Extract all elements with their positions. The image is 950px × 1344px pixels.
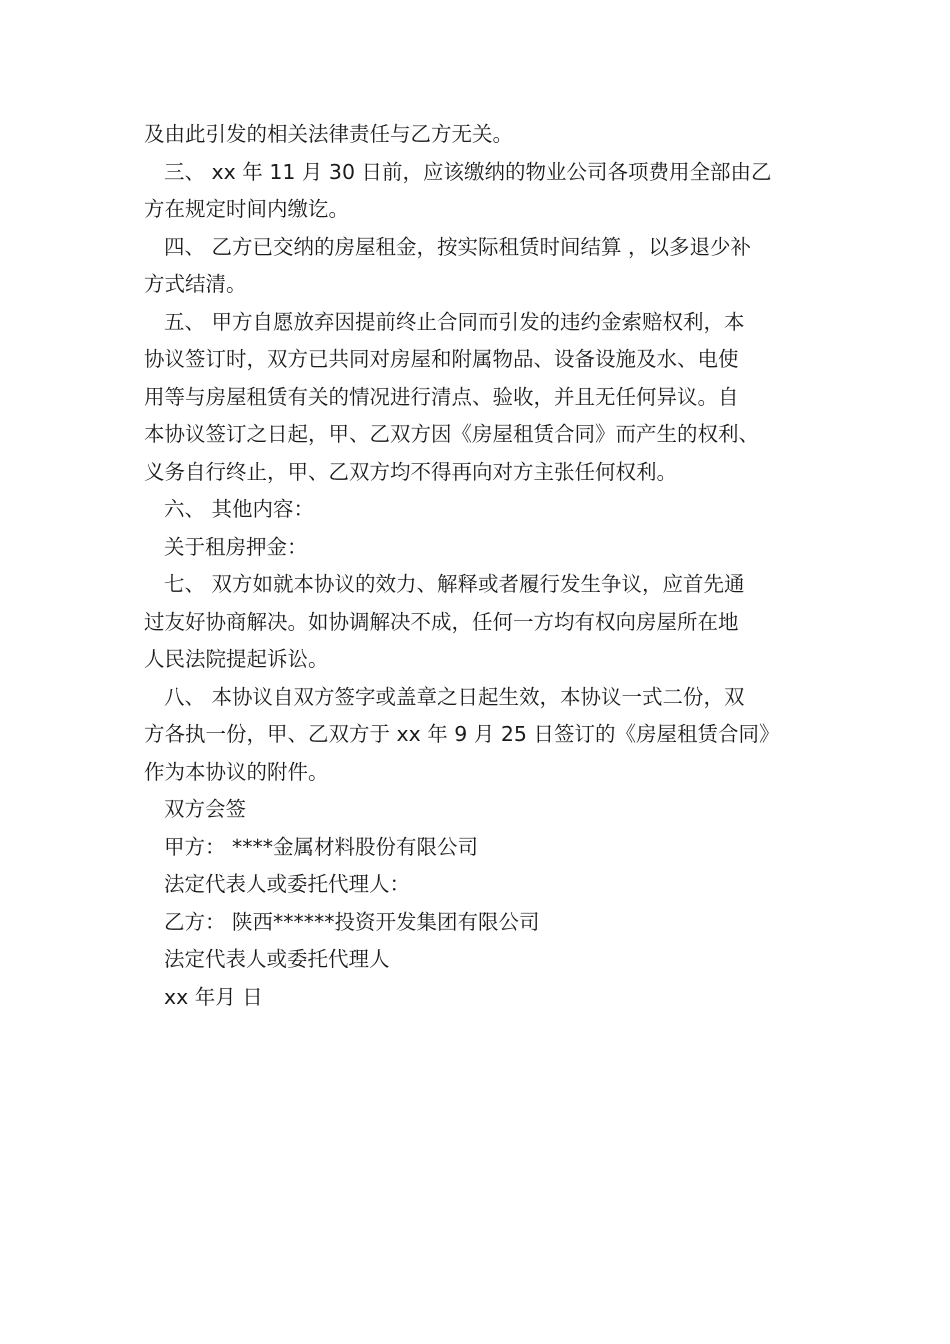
clause-6-line: 六、 其他内容： — [164, 497, 315, 521]
text-line: 过友好协商解决。如协调解决不成，任何一方均有权向房屋所在地 — [144, 609, 739, 634]
text-line: 方式结清。 — [144, 272, 247, 296]
party-b-representative-line: 法定代表人或委托代理人 — [164, 947, 390, 971]
text-line: 用等与房屋租赁有关的情况进行清点、验收，并且无任何异议。自 — [144, 384, 739, 409]
party-a-line: 甲方： ****金属材料股份有限公司 — [164, 834, 479, 859]
text-line: 方各执一份，甲、乙双方于 xx 年 9 月 25 日签订的《房屋租赁合同》 — [144, 722, 780, 746]
date-line: xx 年月 日 — [164, 984, 263, 1009]
party-a-representative-line: 法定代表人或委托代理人： — [164, 872, 410, 896]
clause-4-line: 四、 乙方已交纳的房屋租金，按实际租赁时间结算 ，以多退少补 — [164, 234, 752, 259]
clause-7-line: 七、 双方如就本协议的效力、解释或者履行发生争议，应首先通 — [164, 572, 745, 596]
signature-heading: 双方会签 — [164, 797, 246, 821]
text-line: 人民法院提起诉讼。 — [144, 647, 329, 671]
text-line: 协议签订时，双方已共同对房屋和附属物品、设备设施及水、电使 — [144, 347, 739, 371]
party-b-line: 乙方： 陕西******投资开发集团有限公司 — [164, 909, 540, 934]
clause-3-line: 三、 xx 年 11 月 30 日前，应该缴纳的物业公司各项费用全部由乙 — [164, 159, 772, 184]
deposit-line: 关于租房押金： — [164, 534, 308, 559]
text-line: 义务自行终止，甲、乙双方均不得再向对方主张任何权利。 — [144, 459, 677, 484]
text-line: 本协议签订之日起，甲、乙双方因《房屋租赁合同》而产生的权利、 — [144, 422, 759, 446]
text-line: 作为本协议的附件。 — [144, 759, 329, 784]
text-line: 及由此引发的相关法律责任与乙方无关。 — [144, 122, 513, 146]
clause-8-line: 八、 本协议自双方签字或盖章之日起生效，本协议一式二份，双 — [164, 684, 745, 709]
document-body — [144, 116, 814, 1016]
text-line: 方在规定时间内缴讫。 — [144, 197, 349, 221]
clause-5-line: 五、 甲方自愿放弃因提前终止合同而引发的违约金索赔权利，本 — [164, 309, 745, 334]
